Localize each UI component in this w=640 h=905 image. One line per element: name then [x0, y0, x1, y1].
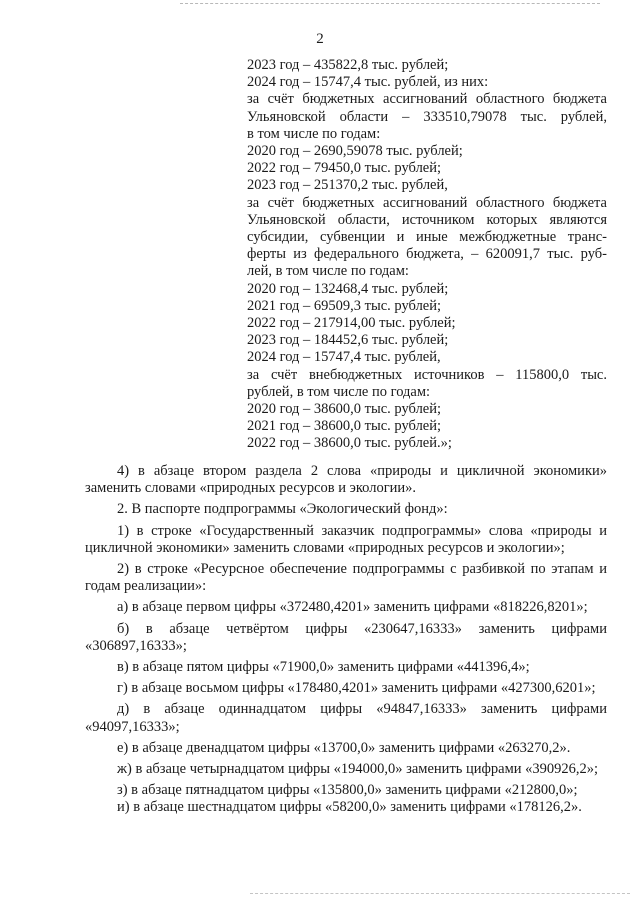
scan-edge-top	[180, 3, 600, 5]
funding-breakdown-block	[247, 57, 607, 453]
amendment-item: е) в абзаце двенадцатом цифры «13700,0» заменить цифрами «263270,2».	[117, 739, 571, 756]
text-line: субсидии, субвенции и иные межбюджетные транс-	[247, 229, 607, 246]
text-line: 2022 год – 79450,0 тыс. рублей;	[247, 160, 442, 177]
amendment-paragraph: 4) в абзаце втором раздела 2 слова «природы и цикличной экономики» заменить словами «природных ресурсов и экологии».	[85, 463, 607, 497]
text-line: 2024 год – 15747,4 тыс. рублей, из них:	[247, 74, 489, 91]
text-line: 2022 год – 38600,0 тыс. рублей.»;	[247, 435, 452, 452]
text-line: за счёт бюджетных ассигнований областного бюджета	[247, 91, 607, 108]
text-line: за счёт внебюджетных источников – 115800,0 тыс.	[247, 366, 607, 383]
text-line: 2023 год – 251370,2 тыс. рублей,	[247, 177, 448, 194]
text-line: 2020 год – 38600,0 тыс. рублей;	[247, 401, 442, 418]
text-line: 2021 год – 38600,0 тыс. рублей;	[247, 418, 442, 435]
page-number: 2	[316, 31, 324, 47]
text-line: 2021 год – 69509,3 тыс. рублей;	[247, 297, 442, 314]
text-line: лей, в том числе по годам:	[247, 263, 409, 280]
text-line: в том числе по годам:	[247, 125, 381, 142]
text-line: 2022 год – 217914,00 тыс. рублей;	[247, 315, 456, 332]
text-line: ферты из федерального бюджета, – 620091,7 тыс. руб-	[247, 246, 607, 263]
amendment-item: а) в абзаце первом цифры «372480,4201» заменить цифрами «818226,8201»;	[117, 599, 588, 616]
text-line: 2023 год – 184452,6 тыс. рублей;	[247, 332, 449, 349]
amendment-paragraph: 2) в строке «Ресурсное обеспечение подпрограммы с разбивкой по этапам и годам реализации»:	[85, 561, 607, 595]
amendment-item: и) в абзаце шестнадцатом цифры «58200,0» заменить цифрами «178126,2».	[117, 799, 582, 816]
amendment-item: з) в абзаце пятнадцатом цифры «135800,0» заменить цифрами «212800,0»;	[117, 782, 578, 799]
section-heading: 2. В паспорте подпрограммы «Экологический фонд»:	[117, 501, 448, 518]
scan-edge-bottom	[250, 893, 630, 895]
amendment-item: г) в абзаце восьмом цифры «178480,4201» заменить цифрами «427300,6201»;	[117, 680, 596, 697]
text-line: за счёт бюджетных ассигнований областного бюджета	[247, 194, 607, 211]
text-line: 2023 год – 435822,8 тыс. рублей;	[247, 57, 449, 73]
amendment-item: б) в абзаце четвёртом цифры «230647,16333» заменить цифрами «306897,16333»;	[85, 620, 607, 654]
text-line: 2024 год – 15747,4 тыс. рублей,	[247, 349, 441, 366]
amendment-item: ж) в абзаце четырнадцатом цифры «194000,0» заменить цифрами «390926,2»;	[117, 761, 599, 778]
amendment-paragraph: 1) в строке «Государственный заказчик подпрограммы» слова «природы и цикличной экономики» заменить словами «природных ресурсов и экологии»;	[85, 522, 607, 556]
text-line: 2020 год – 132468,4 тыс. рублей;	[247, 280, 449, 297]
text-line: рублей, в том числе по годам:	[247, 383, 431, 400]
amendment-item: д) в абзаце одиннадцатом цифры «94847,16333» заменить цифрами «94097,16333»;	[85, 701, 607, 735]
amendments-list	[85, 463, 607, 817]
text-line: Ульяновской области – 333510,79078 тыс. рублей,	[247, 108, 607, 125]
amendment-item: в) в абзаце пятом цифры «71900,0» заменить цифрами «441396,4»;	[117, 659, 530, 676]
text-line: Ульяновской области, источником которых являются	[247, 211, 607, 228]
text-line: 2020 год – 2690,59078 тыс. рублей;	[247, 143, 463, 160]
